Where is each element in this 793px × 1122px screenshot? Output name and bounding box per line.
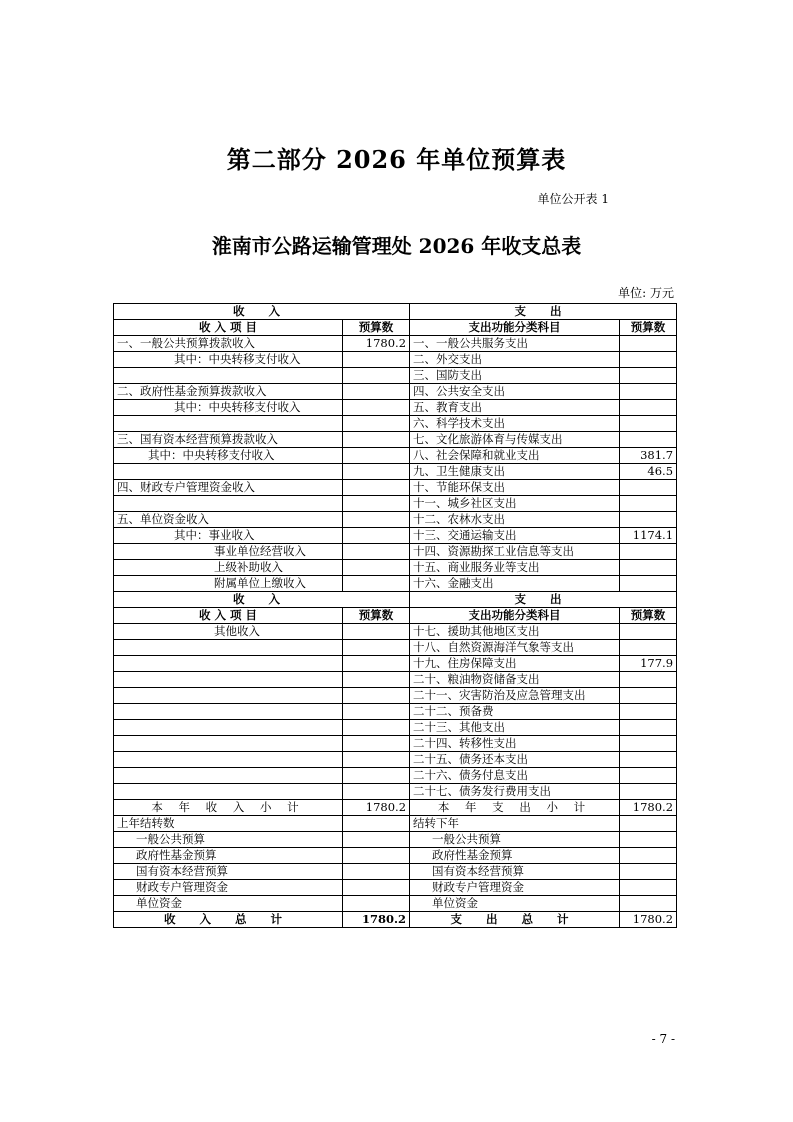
- table-row: [114, 448, 677, 464]
- income-amount-cell: [343, 496, 410, 512]
- income-item-cell: 三、国有资本经营预算拨款收入: [114, 432, 343, 448]
- expense-item-cell: 二十五、债务还本支出: [410, 752, 620, 768]
- income-item-cell: [114, 368, 343, 384]
- expense-item-cell: 二十六、债务付息支出: [410, 768, 620, 784]
- section-header-row: [114, 592, 677, 608]
- income-amount-cell: [343, 656, 410, 672]
- income-amount-cell: [343, 672, 410, 688]
- income-item-cell: 单位资金: [114, 896, 343, 912]
- expense-amount-cell: [620, 672, 677, 688]
- table-row: [114, 752, 677, 768]
- expense-amount-cell: [620, 816, 677, 832]
- income-amount-cell: [343, 432, 410, 448]
- income-item-cell: 上级补助收入: [114, 560, 343, 576]
- table-row: [114, 640, 677, 656]
- expense-budget-header: 预算数: [620, 320, 677, 336]
- income-amount-cell: 1780.2: [343, 800, 410, 816]
- expense-item-cell: 二十四、转移性支出: [410, 736, 620, 752]
- table-row: [114, 432, 677, 448]
- expense-amount-cell: [620, 400, 677, 416]
- table-row: [114, 832, 677, 848]
- income-item-cell: [114, 656, 343, 672]
- table-row: [114, 336, 677, 352]
- income-budget-header: 预算数: [343, 608, 410, 624]
- income-item-cell: [114, 640, 343, 656]
- expense-item-cell: 二十一、灾害防治及应急管理支出: [410, 688, 620, 704]
- table-row: [114, 368, 677, 384]
- table-row: [114, 656, 677, 672]
- expense-item-cell: 十七、援助其他地区支出: [410, 624, 620, 640]
- expense-item-cell: 二十、粮油物资储备支出: [410, 672, 620, 688]
- income-amount-cell: [343, 560, 410, 576]
- expense-amount-cell: [620, 480, 677, 496]
- table-row: [114, 464, 677, 480]
- expense-item-cell: 三、国防支出: [410, 368, 620, 384]
- income-item-cell: 一般公共预算: [114, 832, 343, 848]
- income-amount-cell: [343, 784, 410, 800]
- expense-item-cell: 二十二、预备费: [410, 704, 620, 720]
- expense-item-cell: 二十七、债务发行费用支出: [410, 784, 620, 800]
- income-item-cell: 收 入 总 计: [114, 912, 343, 928]
- expense-item-cell: 财政专户管理资金: [410, 880, 620, 896]
- expense-item-cell: 十五、商业服务业等支出: [410, 560, 620, 576]
- table-row: [114, 624, 677, 640]
- expense-item-cell: 十、节能环保支出: [410, 480, 620, 496]
- table-row: [114, 784, 677, 800]
- expense-amount-cell: [620, 880, 677, 896]
- total-row: [114, 912, 677, 928]
- income-item-cell: 其中：中央转移支付收入: [114, 352, 343, 368]
- income-item-cell: 五、单位资金收入: [114, 512, 343, 528]
- budget-summary-table: [113, 303, 677, 928]
- table-row: [114, 384, 677, 400]
- section-header-row: [114, 304, 677, 320]
- expense-item-cell: 六、科学技术支出: [410, 416, 620, 432]
- income-amount-cell: [343, 512, 410, 528]
- income-item-cell: 其他收入: [114, 624, 343, 640]
- income-item-cell: 本 年 收 入 小 计: [114, 800, 343, 816]
- expense-item-cell: 十八、自然资源海洋气象等支出: [410, 640, 620, 656]
- income-item-cell: 二、政府性基金预算拨款收入: [114, 384, 343, 400]
- income-amount-cell: [343, 384, 410, 400]
- table-row: [114, 544, 677, 560]
- expense-item-cell: 本 年 支 出 小 计: [410, 800, 620, 816]
- unit-label: 单位: 万元: [618, 286, 674, 300]
- expense-amount-cell: [620, 416, 677, 432]
- income-amount-cell: [343, 752, 410, 768]
- expense-item-cell: 一般公共预算: [410, 832, 620, 848]
- expense-budget-header: 预算数: [620, 608, 677, 624]
- income-item-cell: 一、一般公共预算拨款收入: [114, 336, 343, 352]
- income-item-header: 收 入 项 目: [114, 608, 343, 624]
- page-number: - 7 -: [651, 1032, 675, 1046]
- expense-amount-cell: [620, 560, 677, 576]
- income-amount-cell: [343, 448, 410, 464]
- income-amount-cell: [343, 736, 410, 752]
- expense-amount-cell: [620, 640, 677, 656]
- expense-amount-cell: [620, 384, 677, 400]
- income-item-cell: [114, 704, 343, 720]
- income-amount-cell: [343, 720, 410, 736]
- expense-amount-cell: [620, 704, 677, 720]
- income-item-cell: [114, 720, 343, 736]
- expense-amount-cell: [620, 512, 677, 528]
- expense-item-cell: 结转下年: [410, 816, 620, 832]
- expense-amount-cell: 1780.2: [620, 912, 677, 928]
- expense-item-cell: 单位资金: [410, 896, 620, 912]
- income-item-cell: [114, 672, 343, 688]
- income-item-cell: [114, 768, 343, 784]
- expense-item-cell: 十二、农林水支出: [410, 512, 620, 528]
- income-amount-cell: [343, 816, 410, 832]
- expense-amount-cell: [620, 784, 677, 800]
- table-row: [114, 816, 677, 832]
- column-header-row: [114, 320, 677, 336]
- expense-item-cell: 十九、住房保障支出: [410, 656, 620, 672]
- income-amount-cell: [343, 416, 410, 432]
- expense-amount-cell: [620, 848, 677, 864]
- income-item-cell: [114, 416, 343, 432]
- income-item-cell: [114, 464, 343, 480]
- expense-item-cell: 九、卫生健康支出: [410, 464, 620, 480]
- table-row: [114, 688, 677, 704]
- income-amount-cell: [343, 896, 410, 912]
- income-amount-cell: [343, 704, 410, 720]
- income-item-cell: 附属单位上缴收入: [114, 576, 343, 592]
- expense-item-cell: 二十三、其他支出: [410, 720, 620, 736]
- income-item-cell: 上年结转数: [114, 816, 343, 832]
- income-amount-cell: [343, 640, 410, 656]
- table-row: [114, 704, 677, 720]
- expense-item-header: 支出功能分类科目: [410, 608, 620, 624]
- page-title: 第二部分 2026 年单位预算表: [226, 145, 567, 174]
- table-row: [114, 672, 677, 688]
- income-header: 收 入: [114, 304, 410, 320]
- income-item-header: 收 入 项 目: [114, 320, 343, 336]
- table-row: [114, 720, 677, 736]
- income-amount-cell: [343, 688, 410, 704]
- income-amount-cell: [343, 544, 410, 560]
- table-row: [114, 480, 677, 496]
- table-row: [114, 512, 677, 528]
- expense-amount-cell: [620, 832, 677, 848]
- income-amount-cell: 1780.2: [343, 336, 410, 352]
- expense-amount-cell: [620, 688, 677, 704]
- income-budget-header: 预算数: [343, 320, 410, 336]
- expense-amount-cell: [620, 432, 677, 448]
- expense-amount-cell: [620, 752, 677, 768]
- income-item-cell: [114, 688, 343, 704]
- table-row: [114, 880, 677, 896]
- table-row: [114, 848, 677, 864]
- table-row: [114, 864, 677, 880]
- income-amount-cell: [343, 528, 410, 544]
- table-row: [114, 736, 677, 752]
- table-row: [114, 896, 677, 912]
- subtotal-row: [114, 800, 677, 816]
- expense-item-cell: 一、一般公共服务支出: [410, 336, 620, 352]
- income-item-cell: [114, 496, 343, 512]
- expense-amount-cell: 381.7: [620, 448, 677, 464]
- expense-amount-cell: [620, 352, 677, 368]
- expense-item-cell: 政府性基金预算: [410, 848, 620, 864]
- table-row: [114, 576, 677, 592]
- expense-item-cell: 十四、资源勘探工业信息等支出: [410, 544, 620, 560]
- table-row: [114, 560, 677, 576]
- income-item-cell: [114, 784, 343, 800]
- expense-amount-cell: 46.5: [620, 464, 677, 480]
- income-item-cell: 政府性基金预算: [114, 848, 343, 864]
- expense-header: 支 出: [410, 304, 677, 320]
- expense-item-cell: 七、文化旅游体育与传媒支出: [410, 432, 620, 448]
- income-item-cell: 其中：事业收入: [114, 528, 343, 544]
- income-amount-cell: [343, 864, 410, 880]
- income-item-cell: 其中：中央转移支付收入: [114, 448, 343, 464]
- column-header-row: [114, 608, 677, 624]
- income-amount-cell: [343, 480, 410, 496]
- income-item-cell: 事业单位经营收入: [114, 544, 343, 560]
- income-item-cell: 四、财政专户管理资金收入: [114, 480, 343, 496]
- income-amount-cell: [343, 768, 410, 784]
- income-amount-cell: [343, 368, 410, 384]
- income-amount-cell: [343, 400, 410, 416]
- expense-amount-cell: [620, 496, 677, 512]
- expense-amount-cell: [620, 720, 677, 736]
- table-row: [114, 352, 677, 368]
- income-amount-cell: [343, 848, 410, 864]
- expense-item-cell: 十一、城乡社区支出: [410, 496, 620, 512]
- expense-amount-cell: [620, 864, 677, 880]
- expense-amount-cell: 177.9: [620, 656, 677, 672]
- table-number: 单位公开表 1: [537, 192, 609, 206]
- income-item-cell: [114, 752, 343, 768]
- income-item-cell: 财政专户管理资金: [114, 880, 343, 896]
- table-row: [114, 768, 677, 784]
- table-row: [114, 416, 677, 432]
- expense-item-cell: 十三、交通运输支出: [410, 528, 620, 544]
- expense-item-cell: 二、外交支出: [410, 352, 620, 368]
- table-row: [114, 400, 677, 416]
- expense-amount-cell: [620, 544, 677, 560]
- income-item-cell: [114, 736, 343, 752]
- income-header: 收 入: [114, 592, 410, 608]
- expense-amount-cell: [620, 768, 677, 784]
- table-row: [114, 528, 677, 544]
- income-amount-cell: [343, 352, 410, 368]
- expense-item-cell: 支 出 总 计: [410, 912, 620, 928]
- table-title: 淮南市公路运输管理处 2026 年收支总表: [211, 234, 582, 258]
- expense-amount-cell: 1174.1: [620, 528, 677, 544]
- expense-item-cell: 四、公共安全支出: [410, 384, 620, 400]
- expense-item-cell: 国有资本经营预算: [410, 864, 620, 880]
- expense-amount-cell: [620, 896, 677, 912]
- income-amount-cell: [343, 576, 410, 592]
- expense-amount-cell: [620, 368, 677, 384]
- income-amount-cell: [343, 624, 410, 640]
- expense-amount-cell: 1780.2: [620, 800, 677, 816]
- income-item-cell: 国有资本经营预算: [114, 864, 343, 880]
- expense-header: 支 出: [410, 592, 677, 608]
- expense-item-cell: 十六、金融支出: [410, 576, 620, 592]
- table-row: [114, 496, 677, 512]
- income-item-cell: 其中：中央转移支付收入: [114, 400, 343, 416]
- expense-item-header: 支出功能分类科目: [410, 320, 620, 336]
- income-amount-cell: [343, 832, 410, 848]
- expense-amount-cell: [620, 624, 677, 640]
- expense-amount-cell: [620, 576, 677, 592]
- expense-item-cell: 八、社会保障和就业支出: [410, 448, 620, 464]
- expense-amount-cell: [620, 736, 677, 752]
- expense-amount-cell: [620, 336, 677, 352]
- income-amount-cell: 1780.2: [343, 912, 410, 928]
- income-amount-cell: [343, 464, 410, 480]
- income-amount-cell: [343, 880, 410, 896]
- expense-item-cell: 五、教育支出: [410, 400, 620, 416]
